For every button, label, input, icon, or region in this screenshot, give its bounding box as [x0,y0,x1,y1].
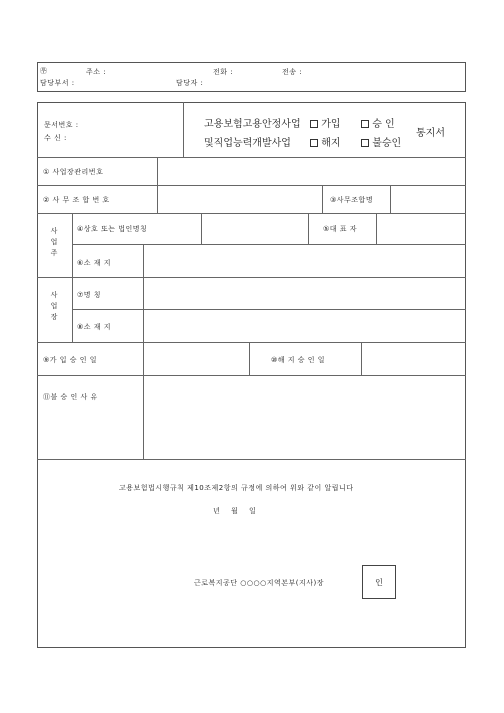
field-representative: ⑤대 표 자 [323,225,358,233]
approve-checkbox[interactable] [361,120,369,128]
field-join-approval-date: ⑨가 입 승 인 일 [43,356,97,364]
field-workplace-management-number: ① 사업장관리번호 [43,168,104,176]
program-line-1: 고용보험고용안정사업 [204,119,301,130]
department-label: 담당부서 : [40,79,75,87]
seal-box: 인 [362,565,396,599]
field-cancel-approval-date: ⑩해 지 승 인 일 [271,356,325,364]
address-label: 주소 : [86,68,107,76]
recipient-label: 수 신 : [44,134,67,142]
person-in-charge-label: 담당자 : [176,79,204,87]
legal-statement: 고용보험법시행규칙 제10조제2항의 규정에 의하여 위와 같이 알립니다 [119,484,354,492]
sender-mark: ㉾ [40,67,48,75]
field-workplace-location: ⑧소 재 지 [77,323,112,331]
field-workplace-name: ⑦명 칭 [77,291,102,299]
field-office-union-name: ③사무조합명 [330,196,374,204]
program-line-2: 및직업능력개발사업 [204,138,291,149]
cancel-checkbox[interactable] [310,139,318,147]
field-rejection-reason: ⑪불 승 인 사 유 [43,393,98,401]
option-join: 가입 [310,115,341,130]
option-reject: 불승인 [361,134,401,149]
issue-date: 년 월 일 [213,507,257,515]
reject-checkbox[interactable] [361,139,369,147]
workplace-group-label: 사 업 장 [50,291,58,321]
field-business-name: ④상호 또는 법인명칭 [77,225,148,233]
phone-label: 전화 : [213,68,234,76]
fax-label: 전송 : [282,68,303,76]
issuer-name: 근로복지공단 ○○○○지역본부(지사)장 [194,579,325,587]
field-employer-location: ⑥소 재 지 [77,259,112,267]
document-number-label: 문서번호 : [44,121,79,129]
employer-group-label: 사 업 주 [50,227,58,257]
option-cancel: 해지 [310,134,341,149]
notice-title: 통지서 [416,128,445,139]
join-checkbox[interactable] [310,120,318,128]
option-approve: 승 인 [361,115,395,130]
field-office-union-number: ② 사 무 조 합 번 호 [43,196,110,204]
